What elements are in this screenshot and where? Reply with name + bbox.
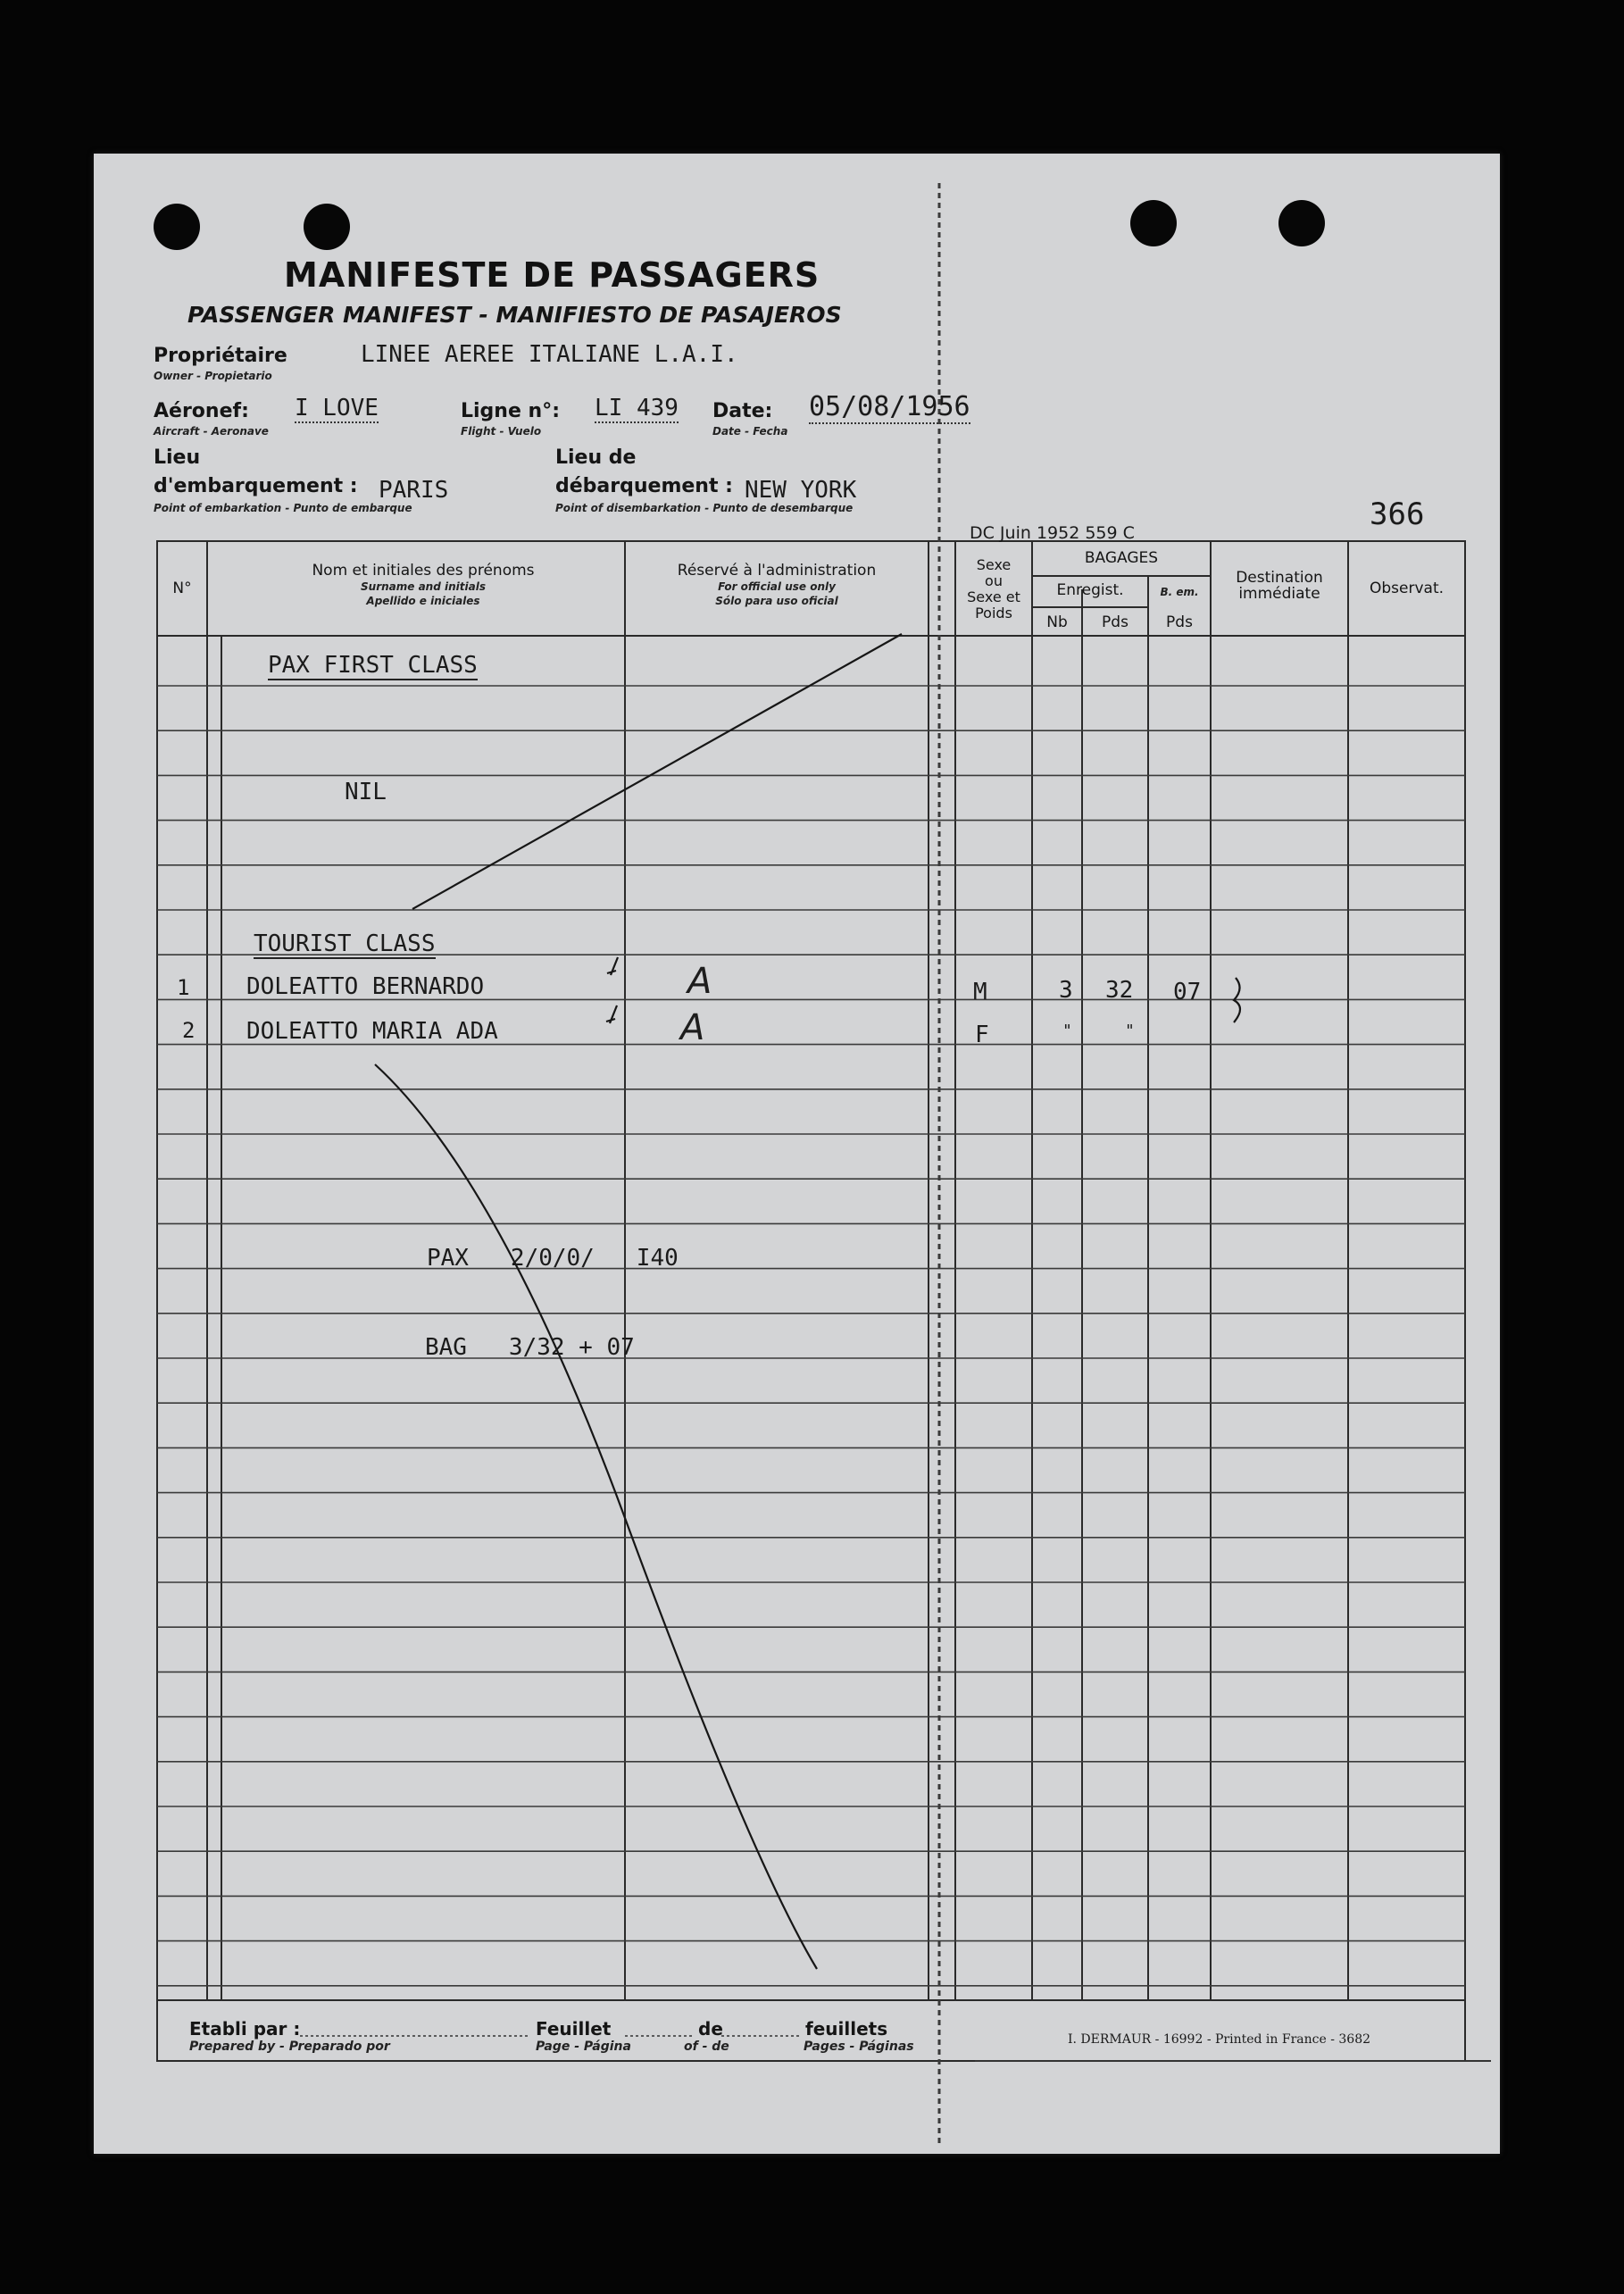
- header-admin-sub2: Sólo para uso oficial: [715, 595, 838, 607]
- header-observations: Observat.: [1369, 580, 1445, 597]
- row-2-number: 2: [182, 1018, 196, 1043]
- footer-prepared-by-sub: Prepared by - Preparado por: [189, 2040, 390, 2054]
- header-bem: B. em.: [1160, 586, 1199, 598]
- header-nb: Nb: [1046, 613, 1068, 631]
- owner-value: LINEE AEREE ITALIANE L.A.I.: [361, 341, 738, 368]
- header-name-sub1: Surname and initials: [361, 580, 486, 593]
- owner-label: Propriétaire: [154, 345, 287, 367]
- page-number: 366: [1370, 496, 1425, 532]
- footer-page-label: Feuillet: [536, 2018, 612, 2040]
- disembark-sublabel: Point of disembarkation - Punto de desembarque: [555, 502, 854, 514]
- totals-bag: BAG 3/32 + 07: [425, 1334, 635, 1361]
- row-1-sex: M: [973, 979, 987, 1005]
- flight-sublabel: Flight - Vuelo: [461, 425, 542, 438]
- row-2-bag-count: ": [1062, 1022, 1072, 1040]
- flight-value: LI 439: [595, 395, 679, 421]
- section-nil: NIL: [345, 779, 387, 805]
- date-value: 05/08/1956: [809, 391, 970, 422]
- header-destination: Destination immédiate: [1236, 569, 1323, 603]
- flight-label: Ligne n°:: [461, 400, 561, 422]
- totals-pax: PAX 2/0/0/ I40: [427, 1245, 679, 1272]
- form-code: DC Juin 1952 559 C: [970, 523, 1135, 543]
- row-1-admin: A: [687, 961, 712, 1002]
- header-pds: Pds: [1102, 613, 1128, 631]
- footer-of-sub: of - de: [684, 2040, 729, 2054]
- section-first-class: PAX FIRST CLASS: [268, 652, 478, 679]
- row-1-number: 1: [177, 975, 190, 1000]
- aircraft-sublabel: Aircraft - Aeronave: [154, 425, 269, 438]
- owner-sublabel: Owner - Propietario: [154, 370, 272, 382]
- footer-prepared-by-label: Etabli par :: [189, 2018, 301, 2040]
- header-admin-sub1: For official use only: [718, 580, 836, 593]
- header-sex: Sexe ou Sexe et Poids: [967, 556, 1020, 621]
- embark-label-1: Lieu: [154, 446, 201, 469]
- header-name-sub2: Apellido e iniciales: [366, 595, 480, 607]
- form-title: MANIFESTE DE PASSAGERS: [284, 255, 820, 295]
- cross-out-stroke: [412, 634, 902, 909]
- disembark-value: NEW YORK: [745, 477, 857, 504]
- embark-sublabel: Point of embarkation - Punto de embarque: [154, 502, 412, 514]
- date-sublabel: Date - Fecha: [712, 425, 788, 438]
- header-bagages: BAGAGES: [1084, 549, 1159, 567]
- header-pds-bem: Pds: [1166, 613, 1193, 631]
- printer-imprint: I. DERMAUR - 16992 - Printed in France - 3682: [1068, 2032, 1371, 2047]
- row-2-sex: F: [975, 1022, 989, 1048]
- row-2-name: DOLEATTO MARIA ADA: [246, 1018, 498, 1045]
- date-label: Date:: [712, 400, 773, 422]
- embark-label-2: d'embarquement :: [154, 475, 358, 497]
- aircraft-label: Aéronef:: [154, 400, 249, 422]
- row-1-bag-weight: 32: [1105, 977, 1134, 1004]
- row-2-admin: A: [680, 1007, 705, 1048]
- footer-pages-sub: Pages - Páginas: [804, 2040, 914, 2054]
- row-1-bag-count: 3: [1059, 977, 1073, 1004]
- header-enregist: Enregist.: [1056, 581, 1124, 599]
- aircraft-value: I LOVE: [295, 395, 379, 421]
- header-admin: Réservé à l'administration: [677, 562, 877, 580]
- cross-out-stroke: [375, 1064, 817, 1969]
- row-1-name: DOLEATTO BERNARDO: [246, 973, 485, 1000]
- section-tourist-class: TOURIST CLASS: [254, 930, 436, 957]
- disembark-label-2: débarquement :: [555, 475, 733, 497]
- disembark-label-1: Lieu de: [555, 446, 637, 469]
- footer-of-label: de: [698, 2018, 723, 2040]
- footer-page-sub: Page - Página: [536, 2040, 631, 2054]
- footer-pages-label: feuillets: [805, 2018, 888, 2040]
- row-1-bem-weight: 07: [1173, 979, 1202, 1005]
- row-2-bag-weight: ": [1125, 1022, 1135, 1040]
- header-number: N°: [172, 580, 192, 597]
- header-name: Nom et initiales des prénoms: [312, 562, 535, 580]
- embark-value: PARIS: [379, 477, 449, 504]
- form-subtitle: PASSENGER MANIFEST - MANIFIESTO DE PASAJEROS: [187, 302, 842, 328]
